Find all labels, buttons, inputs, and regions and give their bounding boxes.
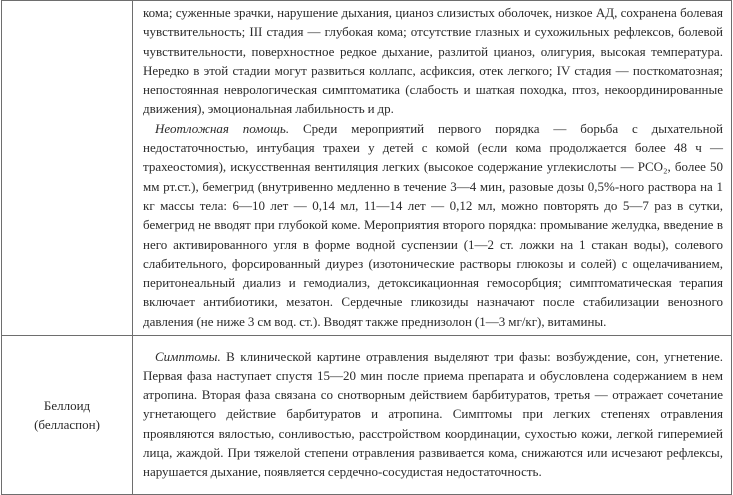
description-cell — [133, 336, 732, 495]
paragraph-heading: Неотложная помощь. — [155, 120, 290, 136]
paragraph — [143, 3, 723, 119]
drug-name-alt: (белласпон) — [34, 417, 100, 433]
drug-name: Беллоид — [43, 398, 91, 414]
paragraph-text: В клинической картине отравления выделяют три фазы: возбуждение, сон, угнетение. Первая фаза наступает спустя 15—20 мин после приема препарата и обусловлена содержанием в нем атропина. Вторая фаза связана со снотворным действием барбитуратов, третья — отражает сочетание угнетающего действие барбитуратов и атропина. Симптомы при легких степенях отравления проявляются вялостью, сонливостью, расстройством координации, сухостью кожи, легкой гиперемией лица, жаждой. При тяжелой степени отравления развивается кома, снижаются или исчезают рефлексы, нарушается дыхание, появляется сердечно-сосудистая недостаточность. — [143, 348, 723, 480]
description-cell — [133, 1, 732, 336]
table-row — [2, 1, 732, 336]
table-row — [2, 336, 732, 495]
paragraph-text: Среди мероприятий первого порядка — борьба с дыхательной недостаточностью, интубация трахеи у детей с комой (если кома продолжается более 48 ч — трахеостомия), искусственная вентиляция легких (высокое содержание углекислоты — PCO₂, более 50 мм рт.ст.), бемегрид (внутривенно медленно в течение 3—4 мин, разовые дозы 0,5%-ного раствора на 1 кг массы тела: 6—10 лет — 0,14 мл, 11—14 лет — 0,12 мл, можно повторять до 5—7 раз в сутки, бемегрид не вводят при глубокой коме. Мероприятия второго порядка: промывание желудка, введение в него активированного угля в форме водной суспензии (1—2 ст. ложки на 1 стакан воды), солевого слабительного, форсированный диурез (изотонические растворы глюкозы и солей) с ощелачиванием, перитонеальный диализ и гемодиализ, детоксикационная гемосорбция; симптоматическая терапия включает антибиотики, мезатон. Сердечные гликозиды назначают после стабилизации венозного давления (не ниже 3 см вод. ст.). Вводят также преднизолон (1—3 мг/кг), витамины. — [143, 120, 723, 329]
drug-name-cell — [2, 1, 133, 336]
drug-name-cell — [2, 336, 133, 495]
paragraph-heading: Симптомы. — [155, 348, 221, 364]
paragraph-text: кома; суженные зрачки, нарушение дыхания, цианоз слизистых оболочек, низкое АД, сохранена болевая чувствительность; III стадия — глубокая кома; отсутствие глазных и сухожильных рефлексов, болевой чувствительности, поверхностное редкое дыхание, разлитой цианоз, олигурия, высокая температура. Нередко в этой стадии могут развиться коллапс, асфиксия, отек легкого; IV стадия — посткоматозная; непостоянная неврологическая симптоматика (слабость и шаткая походка, птоз, некоординированные движения), эмоциональная лабильность и др. — [143, 5, 723, 117]
paragraph — [143, 347, 723, 482]
poisoning-table — [1, 0, 732, 495]
paragraph — [143, 119, 723, 331]
